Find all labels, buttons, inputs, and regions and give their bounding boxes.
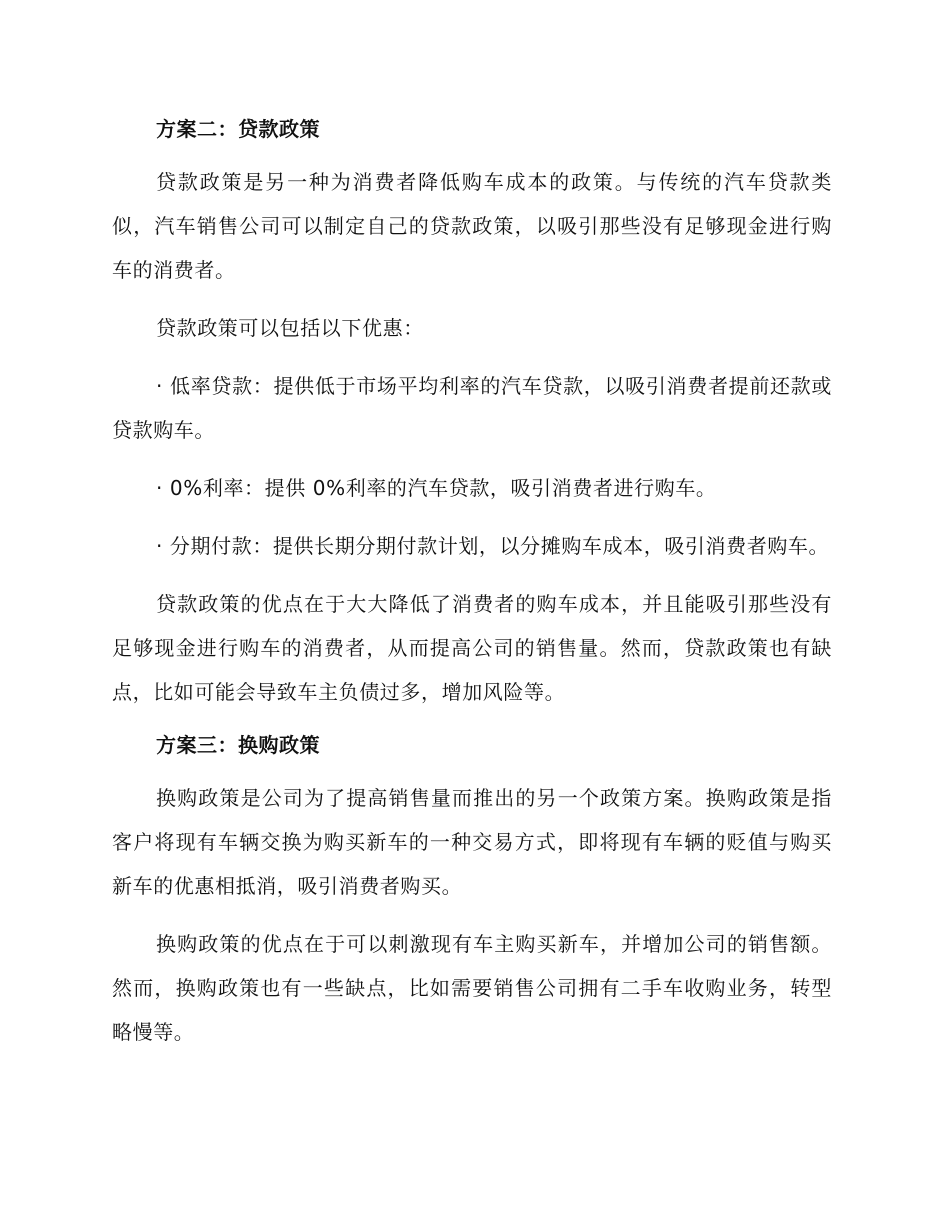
paragraph-tradein-pros-cons: 换购政策的优点在于可以刺激现有车主购买新车，并增加公司的销售额。然而，换购政策也有一些缺点，比如需要销售公司拥有二手车收购业务，转型略慢等。 — [112, 932, 832, 1044]
bullet-zero-interest: · 0%利率：提供 0%利率的汽车贷款，吸引消费者进行购车。 — [156, 476, 717, 500]
paragraph-tradein-intro: 换购政策是公司为了提高销售量而推出的另一个政策方案。换购政策是指客户将现有车辆交换为购买新车的一种交易方式，即将现有车辆的贬值与购买新车的优惠相抵消，吸引消费者购买。 — [112, 786, 832, 898]
paragraph-loan-benefits-lead: 贷款政策可以包括以下优惠： — [156, 316, 424, 340]
document-page — [112, 108, 832, 1054]
bullet-installment: · 分期付款：提供长期分期付款计划，以分摊购车成本，吸引消费者购车。 — [156, 534, 830, 558]
bullet-low-rate-loan: · 低率贷款：提供低于市场平均利率的汽车贷款，以吸引消费者提前还款或贷款购车。 — [112, 374, 832, 442]
section-heading-plan-two: 方案二：贷款政策 — [156, 117, 320, 141]
paragraph-loan-pros-cons: 贷款政策的优点在于大大降低了消费者的购车成本，并且能吸引那些没有足够现金进行购车的消费者，从而提高公司的销售量。然而，贷款政策也有缺点，比如可能会导致车主负债过多，增加风险等。 — [112, 592, 832, 704]
paragraph-loan-intro: 贷款政策是另一种为消费者降低购车成本的政策。与传统的汽车贷款类似，汽车销售公司可以制定自己的贷款政策，以吸引那些没有足够现金进行购车的消费者。 — [112, 170, 832, 282]
section-heading-plan-three: 方案三：换购政策 — [156, 733, 320, 757]
